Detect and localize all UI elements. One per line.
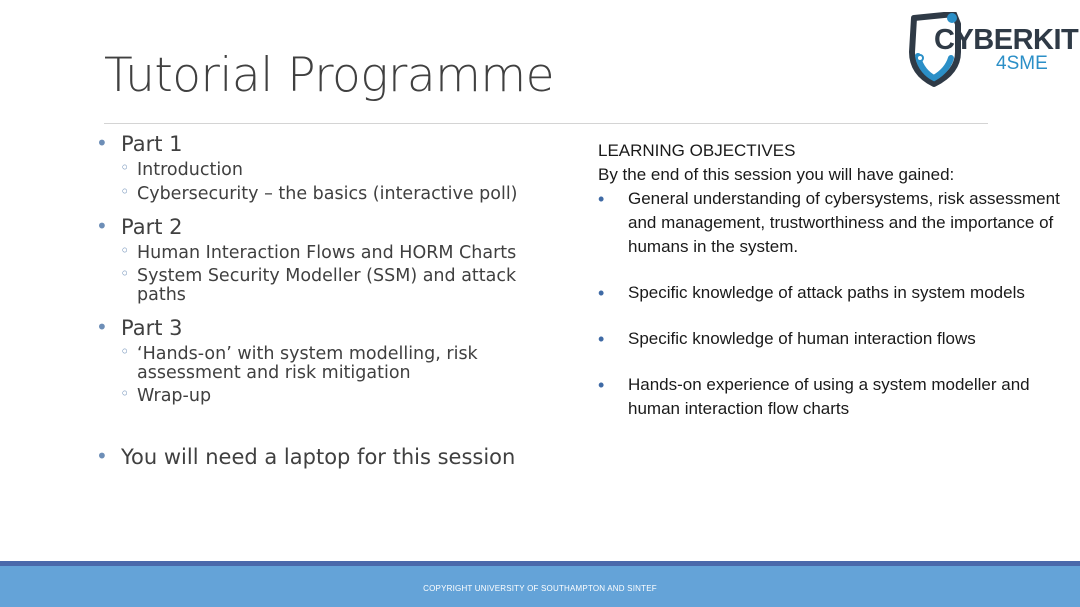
objective-item: • Specific knowledge of human interaction flows: [598, 327, 1068, 351]
programme-list: [96, 132, 556, 470]
footer-bar: [0, 566, 1080, 607]
learning-objectives: [598, 139, 1068, 443]
title-divider: [104, 123, 988, 124]
slide-title: Tutorial Programme: [104, 48, 555, 103]
logo-wordmark: CYBERKIT: [934, 24, 1079, 56]
part-3-item-hands-on: ◦ ‘Hands-on’ with system modelling, risk assessment and risk mitigation: [96, 345, 556, 382]
objectives-list: [598, 187, 1068, 421]
part-3-item-wrap-up: ◦ Wrap-up: [96, 387, 556, 405]
part-2-item-ssm: ◦ System Security Modeller (SSM) and attack paths: [96, 267, 556, 304]
objective-item: • Hands-on experience of using a system modeller and human interaction flow charts: [598, 373, 1068, 421]
cyberkit-logo: [908, 12, 1079, 88]
part-3: • Part 3: [96, 316, 556, 340]
objective-item: • General understanding of cybersystems, risk assessment and management, trustworthiness and the importance of humans in the system.: [598, 187, 1068, 259]
footer-copyright: COPYRIGHT UNIVERSITY OF SOUTHAMPTON AND SINTEF: [423, 584, 657, 593]
part-1-item-introduction: ◦ Introduction: [96, 161, 556, 179]
objectives-heading: LEARNING OBJECTIVES: [598, 141, 796, 160]
objective-item: • Specific knowledge of attack paths in system models: [598, 281, 1068, 305]
part-2: • Part 2: [96, 215, 556, 239]
logo-subtitle: 4SME: [996, 53, 1048, 74]
laptop-note: • You will need a laptop for this session: [96, 445, 556, 469]
part-1: • Part 1: [96, 132, 556, 156]
objectives-intro: By the end of this session you will have gained:: [598, 165, 955, 184]
part-2-item-interaction-flows: ◦ Human Interaction Flows and HORM Charts: [96, 244, 556, 262]
part-1-item-cybersecurity-basics: ◦ Cybersecurity – the basics (interactive poll): [96, 185, 556, 203]
